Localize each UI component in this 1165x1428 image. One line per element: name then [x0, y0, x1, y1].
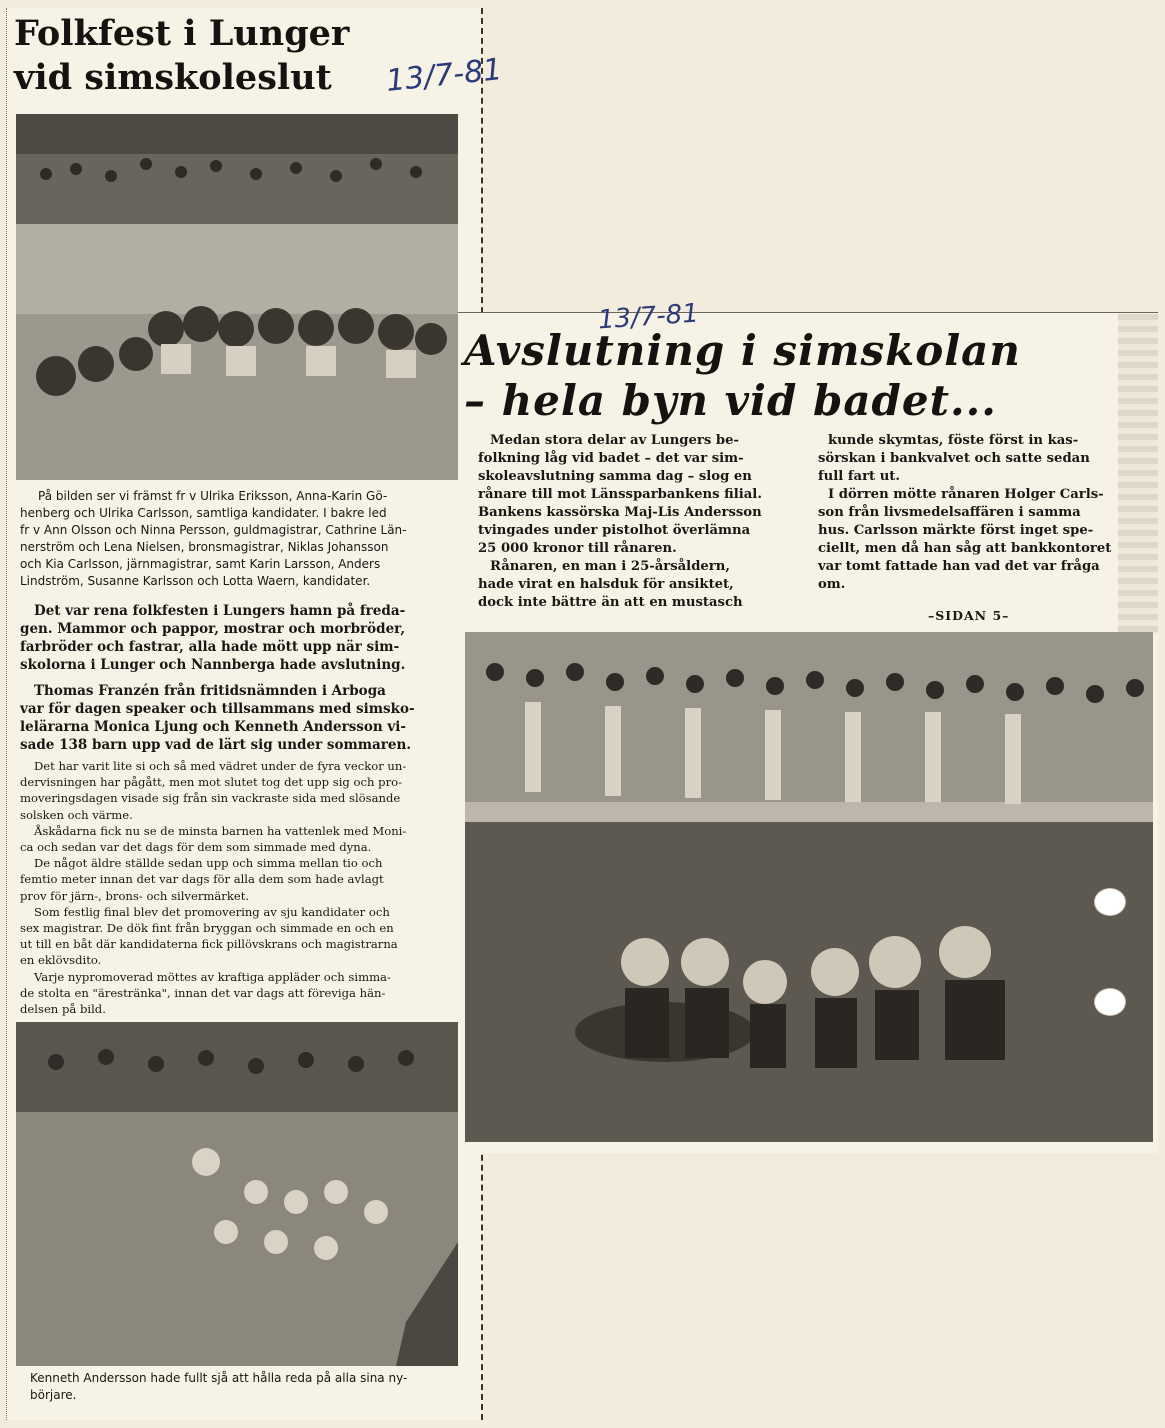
photo-swim-candidates [16, 114, 458, 480]
body-paragraph: Som festlig final blev det promovering av sju kandidater och sex magistrar. De dök fint från bryggan och simmade en och en ut till en båt där kandidaterna fick pillövskrans och magistrarna en eklövsdito. [20, 904, 398, 968]
right-article-column-2 [818, 432, 1138, 594]
left-headline: Folkfest i Lunger vid simskoleslut [14, 13, 350, 98]
body-paragraph: Medan stora delar av Lungers be- folkning låg vid badet – det var sim- skoleavslutning samma dag – slog en rånare till mot Länssparbankens filial. Bankens kassörska Maj-Lis Andersson tvingades under pistolhot överlämna 25 000 kronor till rånaren. [478, 433, 762, 556]
body-paragraph: Varje nypromoverad möttes av kraftiga appläder och simma- de stolta en "ärestränka", innan det var dags att föreviga hän- delsen på bild. [20, 969, 391, 1017]
lead-paragraph-2: Thomas Franzén från fritidsnämnden i Arboga var för dagen speaker och tillsammans med simsko- lelärarna Monica Ljung och Kenneth Andersson vi- sade 138 barn upp vad de lärt sig under sommaren. [20, 683, 415, 753]
body-paragraph: De något äldre ställde sedan upp och simma mellan tio och femtio meter innan det var dags för alla dem som hade avlagt prov för järn-, brons- och silvermärket. [20, 856, 384, 903]
left-handwritten-date: 13/7-81 [384, 52, 504, 99]
right-headline: Avslutning i simskolan – hela byn vid badet... [464, 326, 1021, 425]
photo-crowd-and-children-in-water [465, 632, 1153, 1142]
body-paragraph: Åskådarna fick nu se de minsta barnen ha vattenlek med Moni- ca och sedan var det dags för dem som simmade med dyna. [20, 823, 407, 855]
photo-instructor-with-children [16, 1022, 458, 1366]
punch-hole [1094, 988, 1126, 1016]
right-handwritten-date: 13/7-81 [597, 298, 700, 336]
body-paragraph: I dörren mötte rånaren Holger Carls- son från livsmedelsaffären i samma hus. Carlsson märkte först inget spe- ciellt, men då han såg att bankkontoret var tomt fattade han vad det var fråga om. [818, 487, 1112, 592]
photo-caption-bottom: Kenneth Andersson hade fullt sjå att hålla reda på alla sina ny- börjare. [30, 1371, 408, 1402]
page-reference: –SIDAN 5– [928, 608, 1010, 623]
body-paragraph: Rånaren, en man i 25-årsåldern, hade virat en halsduk för ansiktet, dock inte bättre än att en mustasch [478, 559, 743, 610]
lead-paragraph-1: Det var rena folkfesten i Lungers hamn på freda- gen. Mammor och pappor, mostrar och morbröder, farbröder och fastrar, alla hade mött upp när sim- skolorna i Lunger och Nannberga hade avslutning. [20, 603, 406, 673]
punch-hole [1094, 888, 1126, 916]
right-article-column-1 [478, 432, 786, 612]
left-article-body [20, 758, 456, 1017]
body-paragraph: kunde skymtas, föste först in kas- sörskan i bankvalvet och satte sedan full fart ut. [818, 433, 1090, 484]
photo-caption-top: På bilden ser vi främst fr v Ulrika Eriksson, Anna-Karin Gö- henberg och Ulrika Carlsson, samtliga kandidater. I bakre led fr v Ann Olsson och Ninna Persson, guldmagistrar, Cathrine Län- nerström och Lena Nielsen, bronsmagistrar, Niklas Johansson och Kia Carlsson, järnmagistrar, samt Karin Larsson, Anders Lindström, Susanne Karlsson och Lotta Waern, kandidater. [20, 489, 407, 588]
body-paragraph: Det har varit lite si och så med vädret under de fyra veckor un- dervisningen har pågått, men mot slutet tog det upp sig och pro- moveringsdagen visade sig från sin vackraste sida med slösande solsken och värme. [20, 759, 407, 822]
